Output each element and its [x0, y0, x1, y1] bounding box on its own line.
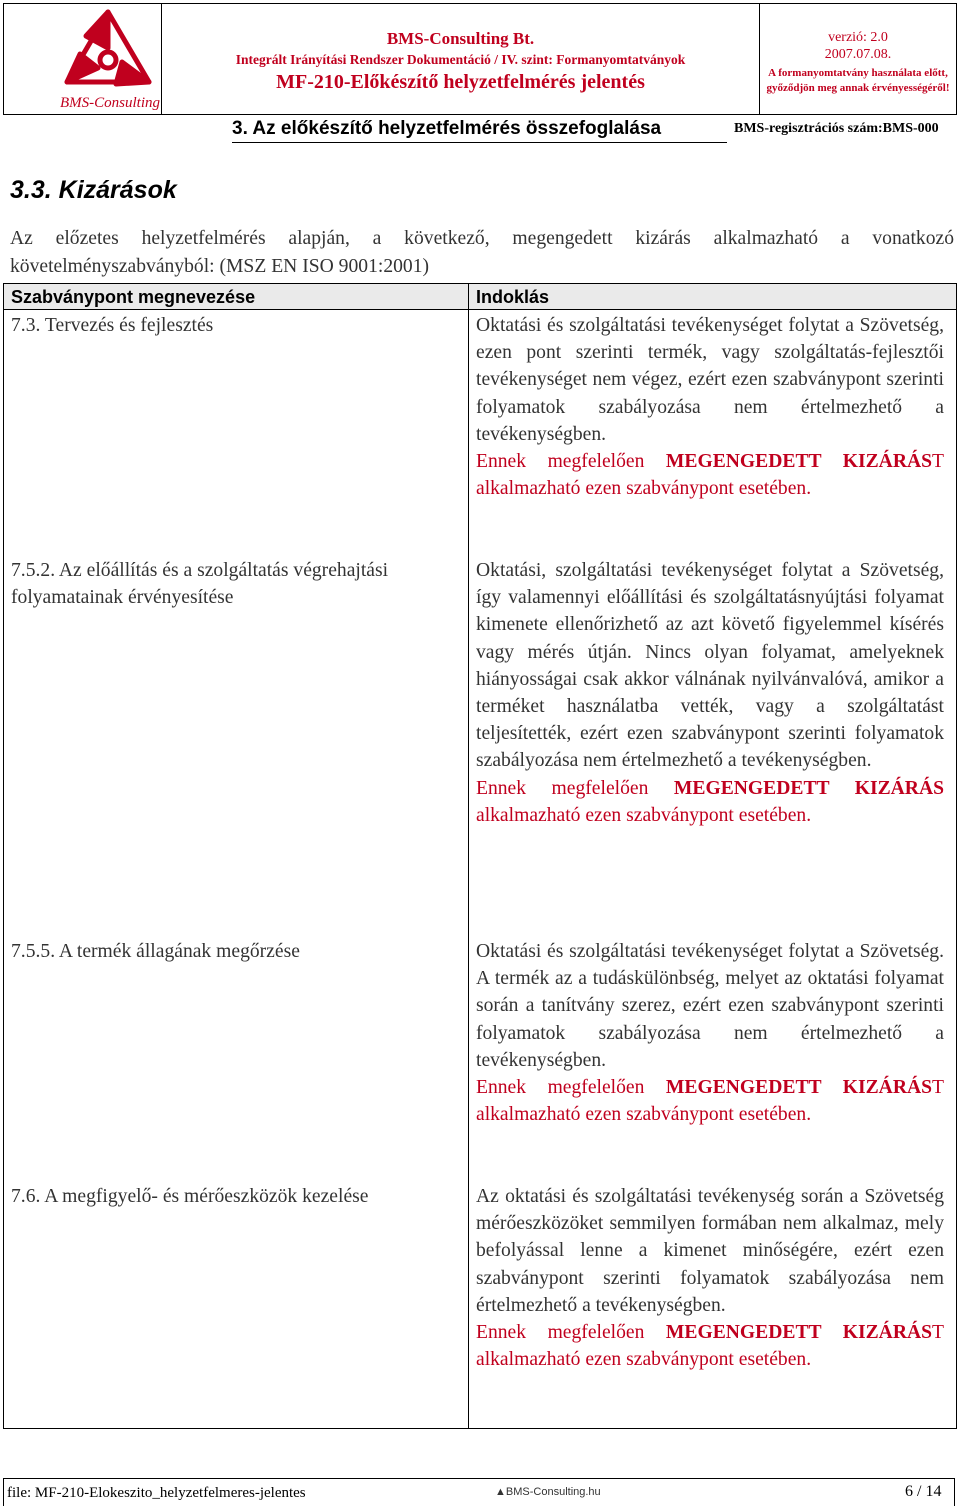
- table-row-point: 7.5.5. A termék állagának megőrzése: [11, 941, 300, 962]
- document-header: [3, 3, 957, 115]
- conclusion-suffix: alkalmazható ezen szabványpont esetében.: [476, 804, 812, 826]
- bms-logo-icon: [4, 4, 161, 114]
- column-header-point: Szabványpont megnevezése: [11, 287, 256, 307]
- conclusion-suffix: T alkalmazható ezen szabványpont esetében.: [476, 451, 944, 500]
- company-logo: [4, 4, 162, 114]
- conclusion-text: [476, 448, 944, 502]
- section-title: 3. Az előkészítő helyzetfelmérés összefoglalása: [232, 118, 662, 139]
- table-row-reason: [476, 1183, 944, 1373]
- intro-paragraph: Az előzetes helyzetfelmérés alapján, a következő, megengedett kizárás alkalmazható a vonatkozó követelményszabványból: (MSZ EN ISO 9001:2001): [10, 228, 954, 277]
- table-row-reason: [476, 938, 944, 1128]
- conclusion-text: [476, 1319, 944, 1373]
- logo-icon: ▲: [495, 1486, 506, 1498]
- doc-title: MF-210-Előkészítő helyzetfelmérés jelentés: [276, 71, 645, 93]
- conclusion-prefix: Ennek megfelelően: [476, 1077, 666, 1099]
- reason-text: Oktatási, szolgáltatási tevékenységet folytat a Szövetség, így valamennyi előállítási és szolgáltatásnyújtási folyamat kimenete ellenőrizhető az azt követő figyelemmel kísérés vagy mérés útján. Nincs olyan folyamat, amelyeknek hiányosságai csak akkor válnának nyilvánvalóvá, amikor a terméket használatba vették, vagy a szolgáltatást teljesítették, ezért ezen szabványpont szerinti folyamatok szabályozása nem értelmezhető a tevékenységben.: [476, 560, 944, 772]
- version-label: verzió: 2.0: [828, 30, 888, 45]
- registration-number: BMS-regisztrációs szám:BMS-000: [734, 121, 939, 136]
- doc-subtitle: Integrált Irányítási Rendszer Dokumentáció / IV. szint: Formanyomtatványok: [235, 52, 686, 67]
- table-row-reason: [476, 312, 944, 502]
- header-right: [760, 4, 956, 114]
- footer-divider: [954, 1478, 955, 1506]
- reason-text: Az oktatási és szolgáltatási tevékenység során a Szövetség mérőeszközöket semmilyen formában nem alkalmaz, mely befolyással lenne a kimenet minőségére, ezért ezen szabványpont szerinti folyamatok szabályozása nem értelmezhető a tevékenységben.: [476, 1186, 944, 1316]
- column-divider: [468, 284, 469, 1428]
- svg-text:BMS-Consulting: BMS-Consulting: [60, 95, 160, 111]
- table-row-point: 7.5.2. Az előállítás és a szolgáltatás végrehajtási folyamatainak érvényesítése: [11, 560, 389, 608]
- conclusion-emphasis: MEGENGEDETT KIZÁRÁS: [665, 1322, 933, 1344]
- conclusion-emphasis: MEGENGEDETT KIZÁRÁS: [665, 451, 933, 473]
- exclusions-table: [3, 283, 957, 1429]
- conclusion-text: [476, 775, 944, 829]
- conclusion-text: [476, 1074, 944, 1128]
- table-row-point: 7.6. A megfigyelő- és mérőeszközök kezelése: [11, 1186, 369, 1207]
- conclusion-suffix: T alkalmazható ezen szabványpont esetében.: [476, 1077, 944, 1126]
- footer-divider: [3, 1478, 4, 1506]
- conclusion-suffix: T alkalmazható ezen szabványpont esetében.: [476, 1322, 944, 1371]
- page-number: 6 / 14: [905, 1483, 942, 1500]
- page-heading: 3.3. Kizárások: [10, 176, 177, 204]
- conclusion-emphasis: MEGENGEDETT KIZÁRÁS: [673, 777, 945, 799]
- footer-filename: file: MF-210-Elokeszito_helyzetfelmeres-jelentes: [7, 1485, 306, 1501]
- conclusion-emphasis: MEGENGEDETT KIZÁRÁS: [665, 1077, 933, 1099]
- reason-text: Oktatási és szolgáltatási tevékenységet folytat a Szövetség. A termék az a tudáskülönbség, melyet az oktatási folyamat során a tanítvány szerez, ezért ezen szabványpont szerinti folyamatok szabályozása nem értelmezhető a tevékenységben.: [476, 941, 944, 1071]
- validity-warning-2: győződjön meg annak érvényességéről!: [766, 82, 950, 94]
- table-row-reason: [476, 557, 944, 829]
- header-center: [162, 4, 760, 114]
- table-header: [4, 284, 956, 310]
- company-name: BMS-Consulting Bt.: [386, 29, 535, 48]
- column-header-reason: Indoklás: [476, 287, 550, 307]
- version-date: 2007.07.08.: [824, 47, 892, 62]
- table-row-point: 7.3. Tervezés és fejlesztés: [11, 315, 214, 336]
- reason-text: Oktatási és szolgáltatási tevékenységet folytat a Szövetség, ezen pont szerinti termék, vagy szolgáltatás-fejlesztői tevékenységet nem végez, ezért ezen szabványpont szerinti folyamatok szabályozása nem értelmezhető a tevékenységben.: [476, 315, 944, 445]
- section-underline: [232, 142, 727, 143]
- validity-warning-1: A formanyomtatvány használata előtt,: [768, 67, 948, 79]
- footer-rule: [3, 1478, 955, 1479]
- conclusion-prefix: Ennek megfelelően: [476, 777, 674, 799]
- footer-logo: [495, 1486, 601, 1498]
- conclusion-prefix: Ennek megfelelően: [476, 1322, 666, 1344]
- footer-logo-text: BMS-Consulting.hu: [505, 1486, 601, 1498]
- conclusion-prefix: Ennek megfelelően: [476, 451, 666, 473]
